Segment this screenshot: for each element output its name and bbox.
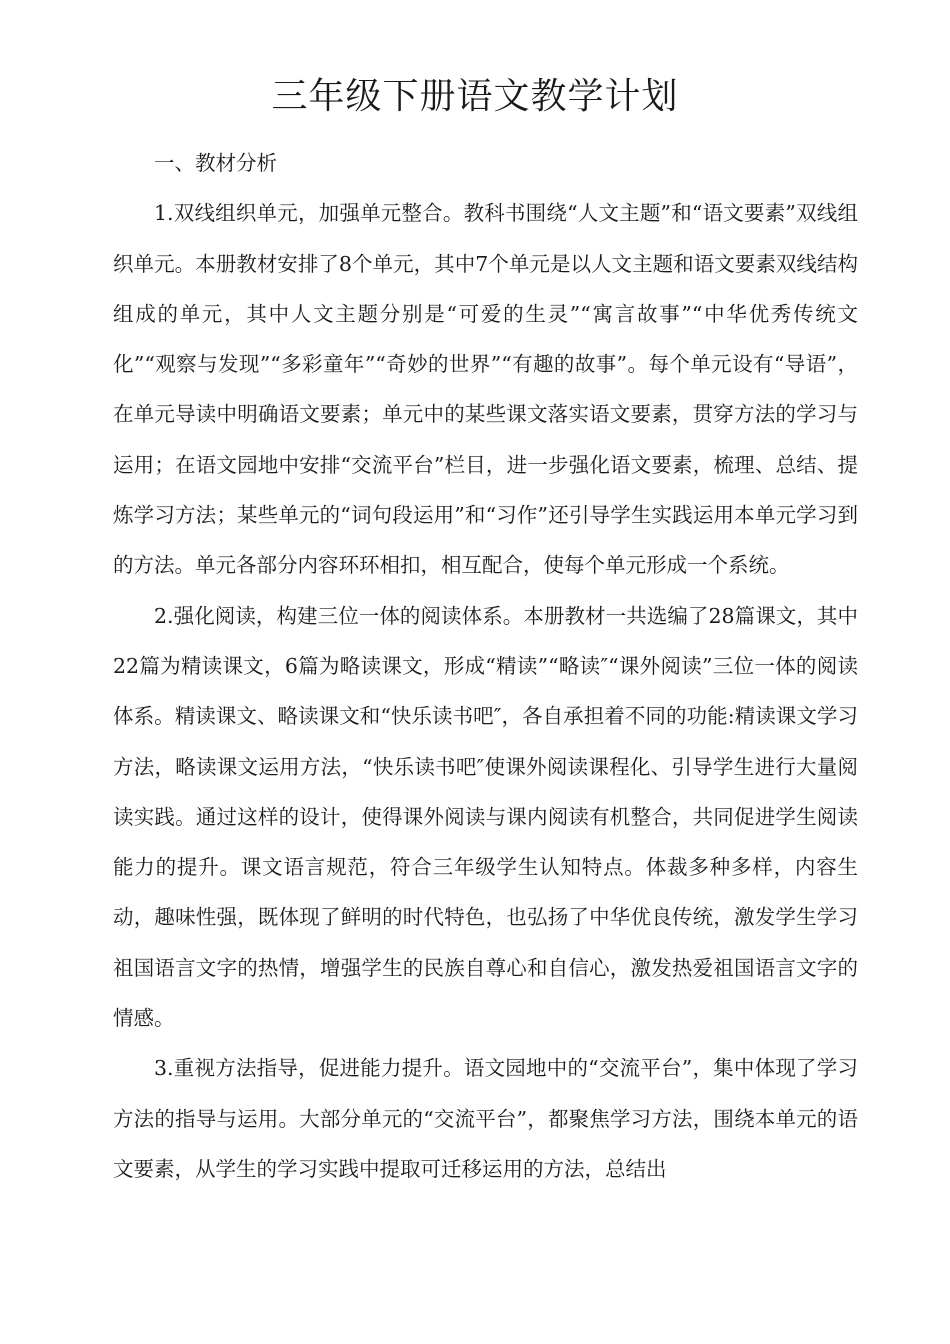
paragraph-1: 1.双线组织单元，加强单元整合。教科书围绕“人文主题”和“语文要素”双线组织单元。本册教材安排了8个单元，其中7个单元是以人文主题和语文要素双线结构组成的单元，其中人文主题分别是“可爱的生灵”“寓言故事”“中华优秀传统文化”“观察与发现”“多彩童年”“奇妙的世界”“有趣的故事”。每个单元设有“导语”，在单元导读中明确语文要素；单元中的某些课文落实语文要素，贯穿方法的学习与运用；在语文园地中安排“交流平台”栏目，进一步强化语文要素，梳理、总结、提炼学习方法；某些单元的“词句段运用”和“习作”还引导学生实践运用本单元学习到的方法。单元各部分内容环环相扣，相互配合，使每个单元形成一个系统。 [113,201,858,578]
document-body [113,138,858,1194]
paragraph-3: 3.重视方法指导，促进能力提升。语文园地中的“交流平台”，集中体现了学习方法的指导与运用。大部分单元的“交流平台”，都聚焦学习方法，围绕本单元的语文要素，从学生的学习实践中提取可迁移运用的方法，总结出 [113,1056,858,1181]
document-title: 三年级下册语文教学计划 [271,76,679,117]
section-heading: 一、教材分析 [154,151,277,175]
paragraph-2: 2.强化阅读，构建三位一体的阅读体系。本册教材一共选编了28篇课文，其中22篇为精读课文，6篇为略读课文，形成“精读”“略读″“课外阅读”三位一体的阅读体系。精读课文、略读课文和“快乐读书吧″，各自承担着不同的功能:精读课文学习方法，略读课文运用方法，“快乐读书吧″使课外阅读课程化、引导学生进行大量阅读实践。通过这样的设计，使得课外阅读与课内阅读有机整合，共同促进学生阅读能力的提升。课文语言规范，符合三年级学生认知特点。体裁多种多样，内容生动，趣味性强，既体现了鲜明的时代特色，也弘扬了中华优良传统，激发学生学习祖国语言文字的热情，增强学生的民族自尊心和自信心，激发热爱祖国语言文字的情感。 [113,603,858,1031]
